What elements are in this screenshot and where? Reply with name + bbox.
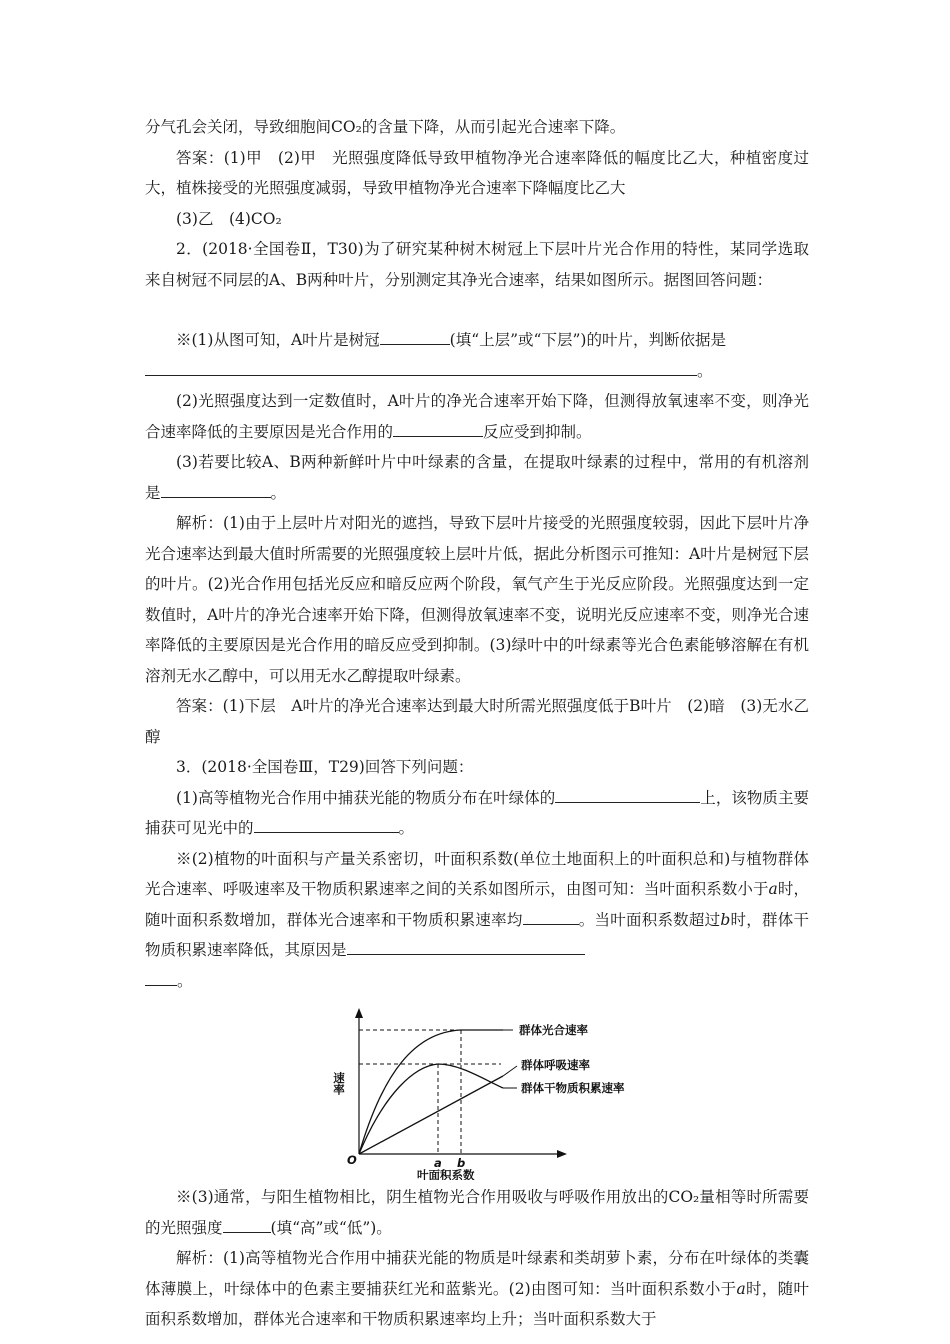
x-tick-b: b bbox=[457, 1156, 466, 1170]
text-line: 分气孔会关闭，导致细胞间CO₂的含量下降，从而引起光合速率下降。 bbox=[145, 118, 626, 136]
question-3-part-2-cont: 。 bbox=[145, 966, 809, 997]
answer-line: (3)乙 (4)CO₂ bbox=[176, 209, 282, 228]
document-page bbox=[145, 112, 809, 1335]
analysis-paragraph: 解析：(1)由于上层叶片对阳光的遮挡，导致下层叶片接受的光照强度较弱，因此下层叶片净光合速率达到最大值时所需要的光照强度较上层叶片低，据此分析图示可推知：A叶片是树冠下层的叶片。(2)光合作用包括光反应和暗反应两个阶段，氧气产生于光反应阶段。光照强度达到一定数值时，A叶片的净光合速率开始下降，但测得放氧速率不变，说明光反应速率不变，则净光合速率降低的主要原因是光合作用的暗反应受到抑制。(3)绿叶中的叶绿素等光合色素能够溶解在有机溶剂无水乙醇中，可以用无水乙醇提取叶绿素。 bbox=[145, 514, 809, 685]
x-axis-label: 叶面积系数 bbox=[417, 1168, 475, 1180]
answer-blank[interactable] bbox=[145, 967, 177, 986]
figure-placeholder bbox=[145, 295, 809, 325]
series-accumulation-line bbox=[359, 1064, 503, 1154]
series-photosynthesis-line bbox=[359, 1030, 503, 1154]
answer-line: 答案：(1)下层 A叶片的净光合速率达到最大时所需光照强度低于B叶片 (2)暗 (3)无水乙醇 bbox=[145, 697, 809, 746]
y-axis-label: 速率 bbox=[332, 1072, 346, 1095]
answer-blank[interactable] bbox=[523, 906, 579, 925]
answer-blank[interactable] bbox=[145, 357, 697, 376]
answer-blank[interactable] bbox=[380, 326, 450, 345]
answer-blank[interactable] bbox=[161, 479, 271, 498]
question-3-part-2: ※(2)植物的叶面积与产量关系密切，叶面积系数(单位土地面积上的叶面积总和)与植物群体光合速率、呼吸速率及干物质积累速率之间的关系如图所示，由图可知：当叶面积系数小于a时，随叶面积系数增加，群体光合速率和干物质积累速率均 。当叶面积系数超过b时，群体干物质积累速率降低，其原因是 bbox=[145, 849, 809, 959]
x-tick-a: a bbox=[434, 1156, 442, 1170]
answer-blank[interactable] bbox=[223, 1214, 271, 1233]
question-2-part-1-cont: 。 bbox=[145, 356, 809, 387]
y-axis-arrow-icon bbox=[355, 1008, 363, 1018]
legend-respiration: 群体呼吸速率 bbox=[521, 1058, 590, 1072]
answer-blank[interactable] bbox=[347, 936, 585, 955]
legend-photosynthesis: 群体光合速率 bbox=[519, 1023, 588, 1037]
answer-blank[interactable] bbox=[393, 418, 483, 437]
answer-blank[interactable] bbox=[555, 784, 700, 803]
answer-line: 答案：(1)甲 (2)甲 光照强度降低导致甲植物净光合速率降低的幅度比乙大，种植密度过大，植株接受的光照强度减弱，导致甲植物净光合速率下降幅度比乙大 bbox=[145, 148, 809, 197]
analysis-paragraph: 解析：(1)高等植物光合作用中捕获光能的物质是叶绿素和类胡萝卜素，分布在叶绿体的类囊体薄膜上，叶绿体中的色素主要捕获红光和蓝紫光。(2)由图可知：当叶面积系数小于a时，随叶面积系数增加，群体光合速率和干物质积累速率均上升；当叶面积系数大于 bbox=[145, 1249, 809, 1328]
chart-svg bbox=[325, 1002, 665, 1180]
origin-label: O bbox=[347, 1153, 357, 1167]
answer-blank[interactable] bbox=[254, 814, 399, 833]
leader-line bbox=[503, 1066, 517, 1076]
x-axis-arrow-icon bbox=[557, 1150, 567, 1158]
question-2-part-2: (2)光照强度达到一定数值时，A叶片的净光合速率开始下降，但测得放氧速率不变，则净光合速率降低的主要原因是光合作用的 反应受到抑制。 bbox=[145, 392, 809, 441]
question-3-part-3: ※(3)通常，与阳生植物相比，阴生植物光合作用吸收与呼吸作用放出的CO₂量相等时所需要的光照强度 (填“高”或“低”)。 bbox=[145, 1188, 809, 1237]
question-2-part-3: (3)若要比较A、B两种新鲜叶片中叶绿素的含量，在提取叶绿素的过程中，常用的有机溶剂是 。 bbox=[145, 453, 809, 502]
question-3-part-1: (1)高等植物光合作用中捕获光能的物质分布在叶绿体的 上，该物质主要捕获可见光中的 。 bbox=[145, 783, 809, 844]
question-2-part-1: ※(1)从图可知，A叶片是树冠 (填“上层”或“下层”)的叶片，判断依据是 bbox=[145, 325, 809, 356]
question-3-stem: 3．(2018·全国卷Ⅲ，T29)回答下列问题： bbox=[176, 758, 474, 776]
legend-accumulation: 群体干物质积累速率 bbox=[521, 1081, 625, 1095]
question-2-stem: 2．(2018·全国卷Ⅱ，T30)为了研究某种树木树冠上下层叶片光合作用的特性，某同学选取来自树冠不同层的A、B两种叶片，分别测定其净光合速率，结果如图所示。据图回答问题： bbox=[145, 240, 809, 289]
chart-figure bbox=[145, 1002, 809, 1180]
series-respiration-line bbox=[359, 1076, 503, 1154]
